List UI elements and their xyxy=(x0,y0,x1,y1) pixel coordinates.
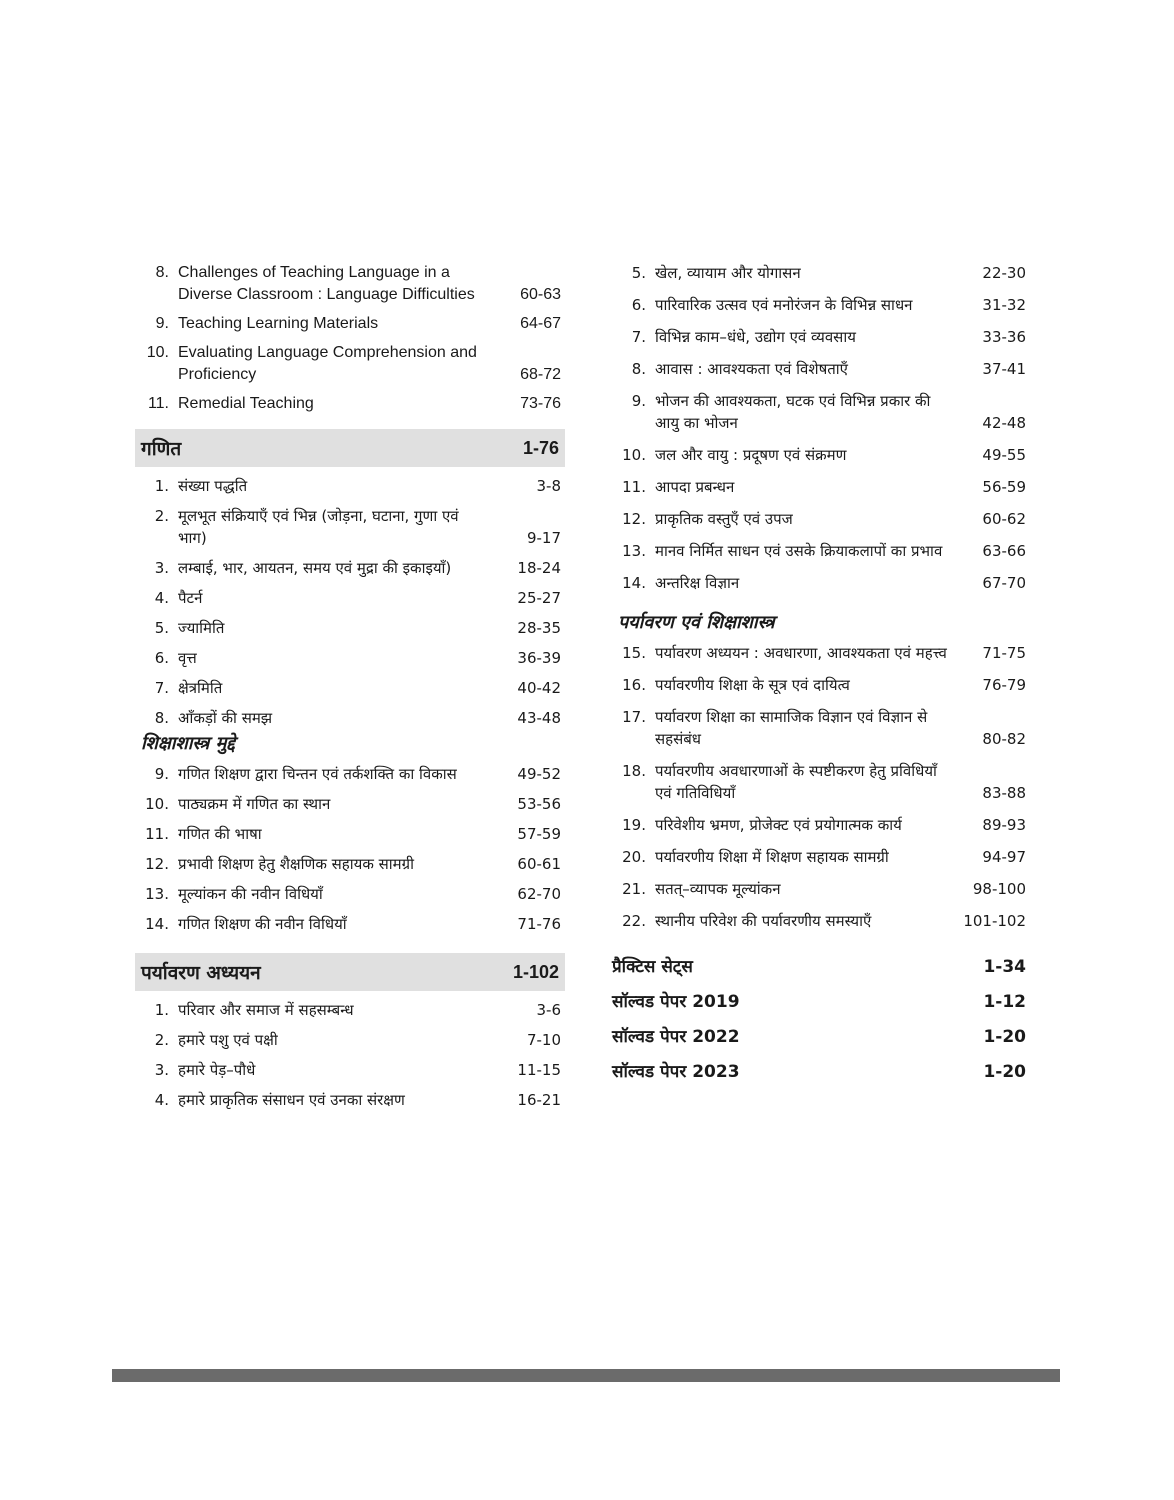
entry-title: Evaluating Language Comprehension and Proficiency xyxy=(178,344,477,383)
entry-pages: 28-35 xyxy=(517,619,561,637)
entry-title: आपदा प्रबन्धन xyxy=(655,478,735,496)
entry-pages: 89-93 xyxy=(982,816,1026,834)
entry-pages: 71-75 xyxy=(982,644,1026,662)
entry-number: 14. xyxy=(145,915,169,933)
entry-title: आँकड़ों की समझ xyxy=(178,709,273,727)
entry-number: 22. xyxy=(622,912,646,930)
entry-title: प्रभावी शिक्षण हेतु शैक्षणिक सहायक सामग्री xyxy=(178,855,414,873)
entry-title: आवास : आवश्यकता एवं विशेषताएँ xyxy=(655,360,848,378)
entry-title: प्राकृतिक वस्तुएँ एवं उपज xyxy=(655,510,793,528)
entry-title: परिवेशीय भ्रमण, प्रोजेक्ट एवं प्रयोगात्मक कार्य xyxy=(655,816,902,834)
entry-title: मूलभूत संक्रियाएँ एवं भिन्न (जोड़ना, घटाना, गुणा एवं भाग) xyxy=(178,507,459,547)
toc-entry[interactable] xyxy=(135,763,565,785)
entry-pages: 64-67 xyxy=(520,315,561,332)
entry-pages: 18-24 xyxy=(517,559,561,577)
entry-title: हमारे पेड़–पौधे xyxy=(178,1061,256,1079)
entry-pages: 101-102 xyxy=(963,912,1026,930)
toc-entry[interactable] xyxy=(612,294,1030,316)
extra-entry[interactable] xyxy=(612,1020,1030,1055)
toc-entry[interactable] xyxy=(135,393,565,415)
entry-pages: 22-30 xyxy=(982,264,1026,282)
toc-entry[interactable] xyxy=(612,846,1030,868)
entry-title: गणित शिक्षण की नवीन विधियाँ xyxy=(178,915,347,933)
entry-pages: 71-76 xyxy=(517,915,561,933)
entry-pages: 63-66 xyxy=(982,542,1026,560)
entry-pages: 80-82 xyxy=(982,730,1026,748)
toc-entry[interactable] xyxy=(135,617,565,639)
entry-pages: 94-97 xyxy=(982,848,1026,866)
math-entry-list xyxy=(135,475,565,729)
entry-number: 14. xyxy=(622,574,646,592)
entry-title: वृत्त xyxy=(178,649,197,667)
entry-pages: 16-21 xyxy=(517,1091,561,1109)
entry-pages: 37-41 xyxy=(982,360,1026,378)
toc-left-column xyxy=(135,262,565,1111)
entry-title: अन्तरिक्ष विज्ञान xyxy=(655,574,740,592)
math-pedagogy-list xyxy=(135,763,565,935)
entry-pages: 98-100 xyxy=(972,880,1026,898)
entry-title: हमारे पशु एवं पक्षी xyxy=(178,1031,278,1049)
section-title: गणित xyxy=(141,438,182,460)
toc-entry[interactable] xyxy=(135,647,565,669)
toc-entry[interactable] xyxy=(612,540,1030,562)
toc-entry[interactable] xyxy=(135,342,565,386)
toc-entry[interactable] xyxy=(135,557,565,579)
toc-entry[interactable] xyxy=(612,262,1030,284)
entry-number: 11. xyxy=(145,825,169,843)
entry-number: 4. xyxy=(154,589,169,607)
toc-entry[interactable] xyxy=(135,913,565,935)
entry-number: 1. xyxy=(154,477,169,495)
toc-entry[interactable] xyxy=(135,883,565,905)
entry-title: गणित की भाषा xyxy=(178,825,262,843)
entry-number: 16. xyxy=(622,676,646,694)
toc-entry[interactable] xyxy=(612,358,1030,380)
entry-number: 3. xyxy=(154,559,169,577)
pedagogy-heading: शिक्षाशास्त्र मुद्दे xyxy=(141,733,236,754)
entry-number: 11. xyxy=(622,478,646,496)
entry-number: 10. xyxy=(146,344,169,361)
entry-title: परिवार और समाज में सहसम्बन्ध xyxy=(178,1001,354,1019)
entry-title: लम्बाई, भार, आयतन, समय एवं मुद्रा की इकाइयाँ) xyxy=(178,559,452,577)
toc-entry[interactable] xyxy=(612,476,1030,498)
entry-title: संख्या पद्धति xyxy=(178,477,248,495)
extra-title: सॉल्वड पेपर 2022 xyxy=(612,1027,740,1047)
toc-entry[interactable] xyxy=(612,814,1030,836)
entry-pages: 60-63 xyxy=(520,286,561,303)
entry-title: जल और वायु : प्रदूषण एवं संक्रमण xyxy=(655,446,847,464)
entry-title: पर्यावरण शिक्षा का सामाजिक विज्ञान एवं विज्ञान से सहसंबंध xyxy=(655,708,928,748)
entry-number: 15. xyxy=(622,644,646,662)
entry-pages: 62-70 xyxy=(517,885,561,903)
entry-number: 5. xyxy=(154,619,169,637)
evs-entry-list xyxy=(135,999,565,1111)
entry-number: 4. xyxy=(154,1091,169,1109)
entry-title: ज्यामिति xyxy=(178,619,225,637)
toc-entry[interactable] xyxy=(612,910,1030,932)
entry-title: मानव निर्मित साधन एवं उसके क्रियाकलापों का प्रभाव xyxy=(655,542,943,560)
toc-entry[interactable] xyxy=(135,793,565,815)
footer-bar xyxy=(112,1369,1060,1382)
entry-pages: 9-17 xyxy=(526,529,561,547)
extra-title: प्रैक्टिस सेट्स xyxy=(612,957,693,977)
entry-title: Remedial Teaching xyxy=(178,395,314,412)
entry-pages: 83-88 xyxy=(982,784,1026,802)
entry-number: 13. xyxy=(145,885,169,903)
entry-number: 11. xyxy=(147,395,169,412)
entry-number: 13. xyxy=(622,542,646,560)
entry-number: 1. xyxy=(154,1001,169,1019)
entry-number: 2. xyxy=(154,1031,169,1049)
section-pages: 1-102 xyxy=(512,961,559,982)
entry-title: पारिवारिक उत्सव एवं मनोरंजन के विभिन्न साधन xyxy=(655,296,913,314)
entry-title: पर्यावरणीय शिक्षा के सूत्र एवं दायित्व xyxy=(655,676,850,694)
entry-number: 17. xyxy=(622,708,646,726)
toc-entry[interactable] xyxy=(612,706,1030,750)
entry-number: 10. xyxy=(622,446,646,464)
toc-entry[interactable] xyxy=(135,823,565,845)
extra-title: सॉल्वड पेपर 2019 xyxy=(612,992,740,1012)
entry-number: 12. xyxy=(145,855,169,873)
toc-entry[interactable] xyxy=(612,326,1030,348)
entry-title: गणित शिक्षण द्वारा चिन्तन एवं तर्कशक्ति का विकास xyxy=(178,765,457,783)
entry-number: 21. xyxy=(622,880,646,898)
entry-number: 8. xyxy=(154,709,169,727)
section-header-math[interactable] xyxy=(135,429,565,467)
extra-title: सॉल्वड पेपर 2023 xyxy=(612,1062,740,1082)
extra-entry[interactable] xyxy=(612,985,1030,1020)
toc-entry[interactable] xyxy=(135,677,565,699)
entry-pages: 36-39 xyxy=(517,649,561,667)
entry-number: 3. xyxy=(154,1061,169,1079)
entry-number: 12. xyxy=(622,510,646,528)
toc-entry[interactable] xyxy=(612,572,1030,594)
pedagogy-heading: पर्यावरण एवं शिक्षाशास्त्र xyxy=(618,612,775,633)
toc-entry[interactable] xyxy=(135,1059,565,1081)
entry-pages: 53-56 xyxy=(517,795,561,813)
entry-pages: 31-32 xyxy=(982,296,1026,314)
entry-pages: 49-55 xyxy=(982,446,1026,464)
toc-entry[interactable] xyxy=(135,1089,565,1111)
entry-pages: 49-52 xyxy=(517,765,561,783)
entry-pages: 33-36 xyxy=(982,328,1026,346)
entry-title: हमारे प्राकृतिक संसाधन एवं उनका संरक्षण xyxy=(178,1091,405,1109)
extra-entry[interactable] xyxy=(612,1055,1030,1090)
toc-entry[interactable] xyxy=(135,707,565,729)
entry-pages: 11-15 xyxy=(517,1061,561,1079)
entry-title: खेल, व्यायाम और योगासन xyxy=(655,264,801,282)
toc-entry[interactable] xyxy=(612,390,1030,434)
entry-title: स्थानीय परिवेश की पर्यावरणीय समस्याएँ xyxy=(655,912,872,930)
entry-number: 5. xyxy=(631,264,646,282)
entry-number: 8. xyxy=(631,360,646,378)
entry-pages: 57-59 xyxy=(517,825,561,843)
section-title: पर्यावरण अध्ययन xyxy=(141,962,261,984)
entry-number: 6. xyxy=(631,296,646,314)
entry-number: 19. xyxy=(622,816,646,834)
toc-entry[interactable] xyxy=(612,878,1030,900)
entry-title: पाठ्यक्रम में गणित का स्थान xyxy=(178,795,331,813)
extra-pages: 1-20 xyxy=(983,1027,1026,1047)
entry-pages: 76-79 xyxy=(982,676,1026,694)
entry-pages: 42-48 xyxy=(982,414,1026,432)
entry-pages: 68-72 xyxy=(520,366,561,383)
extra-pages: 1-20 xyxy=(983,1062,1026,1082)
entry-number: 18. xyxy=(622,762,646,780)
toc-entry[interactable] xyxy=(135,999,565,1021)
section-pages: 1-76 xyxy=(522,437,559,458)
toc-entry[interactable] xyxy=(135,475,565,497)
toc-entry[interactable] xyxy=(135,262,565,306)
extra-pages: 1-12 xyxy=(983,992,1026,1012)
entry-title: पर्यावरणीय शिक्षा में शिक्षण सहायक सामग्री xyxy=(655,848,889,866)
entry-pages: 60-61 xyxy=(517,855,561,873)
entry-title: पैटर्न xyxy=(178,589,203,607)
toc-entry[interactable] xyxy=(612,508,1030,530)
entry-title: भोजन की आवश्यकता, घटक एवं विभिन्न प्रकार की आयु का भोजन xyxy=(655,392,931,432)
entry-title: मूल्यांकन की नवीन विधियाँ xyxy=(178,885,323,903)
toc-entry[interactable] xyxy=(612,674,1030,696)
entry-title: क्षेत्रमिति xyxy=(178,679,223,697)
entry-title: पर्यावरणीय अवधारणाओं के स्पष्टीकरण हेतु प्रविधियाँ एवं गतिविधियाँ xyxy=(655,762,937,802)
toc-entry[interactable] xyxy=(135,505,565,549)
entry-pages: 67-70 xyxy=(982,574,1026,592)
entry-number: 10. xyxy=(145,795,169,813)
toc-entry[interactable] xyxy=(135,587,565,609)
section-header-evs[interactable] xyxy=(135,953,565,991)
evs-pedagogy-list xyxy=(612,642,1030,932)
entry-number: 9. xyxy=(154,765,169,783)
entry-pages: 25-27 xyxy=(517,589,561,607)
toc-entry[interactable] xyxy=(612,642,1030,664)
entry-number: 7. xyxy=(154,679,169,697)
toc-entry[interactable] xyxy=(135,1029,565,1051)
entry-number: 6. xyxy=(154,649,169,667)
extra-pages: 1-34 xyxy=(983,957,1026,977)
entry-number: 9. xyxy=(155,315,169,332)
extra-entry[interactable] xyxy=(612,950,1030,985)
toc-entry[interactable] xyxy=(612,760,1030,804)
entry-number: 20. xyxy=(622,848,646,866)
extras-list xyxy=(612,950,1030,1090)
entry-pages: 40-42 xyxy=(517,679,561,697)
entry-pages: 73-76 xyxy=(520,395,561,412)
evs-entry-list-continued xyxy=(612,262,1030,594)
toc-entry[interactable] xyxy=(135,313,565,335)
entry-number: 9. xyxy=(631,392,646,410)
entry-title: Teaching Learning Materials xyxy=(178,315,379,332)
entry-number: 8. xyxy=(155,264,169,281)
entry-number: 7. xyxy=(631,328,646,346)
entry-title: सतत्–व्यापक मूल्यांकन xyxy=(655,880,781,898)
entry-pages: 3-6 xyxy=(536,1001,561,1019)
entry-pages: 60-62 xyxy=(982,510,1026,528)
entry-pages: 43-48 xyxy=(517,709,561,727)
toc-entry[interactable] xyxy=(612,444,1030,466)
entry-title: Challenges of Teaching Language in a Diverse Classroom : Language Difficulties xyxy=(178,264,475,303)
entry-number: 2. xyxy=(154,507,169,525)
entry-pages: 3-8 xyxy=(536,477,561,495)
toc-entry[interactable] xyxy=(135,853,565,875)
entry-pages: 7-10 xyxy=(526,1031,561,1049)
entry-title: पर्यावरण अध्ययन : अवधारणा, आवश्यकता एवं महत्त्व xyxy=(655,644,947,662)
entry-pages: 56-59 xyxy=(982,478,1026,496)
entry-title: विभिन्न काम–धंधे, उद्योग एवं व्यवसाय xyxy=(655,328,856,346)
toc-right-column xyxy=(612,262,1030,1090)
